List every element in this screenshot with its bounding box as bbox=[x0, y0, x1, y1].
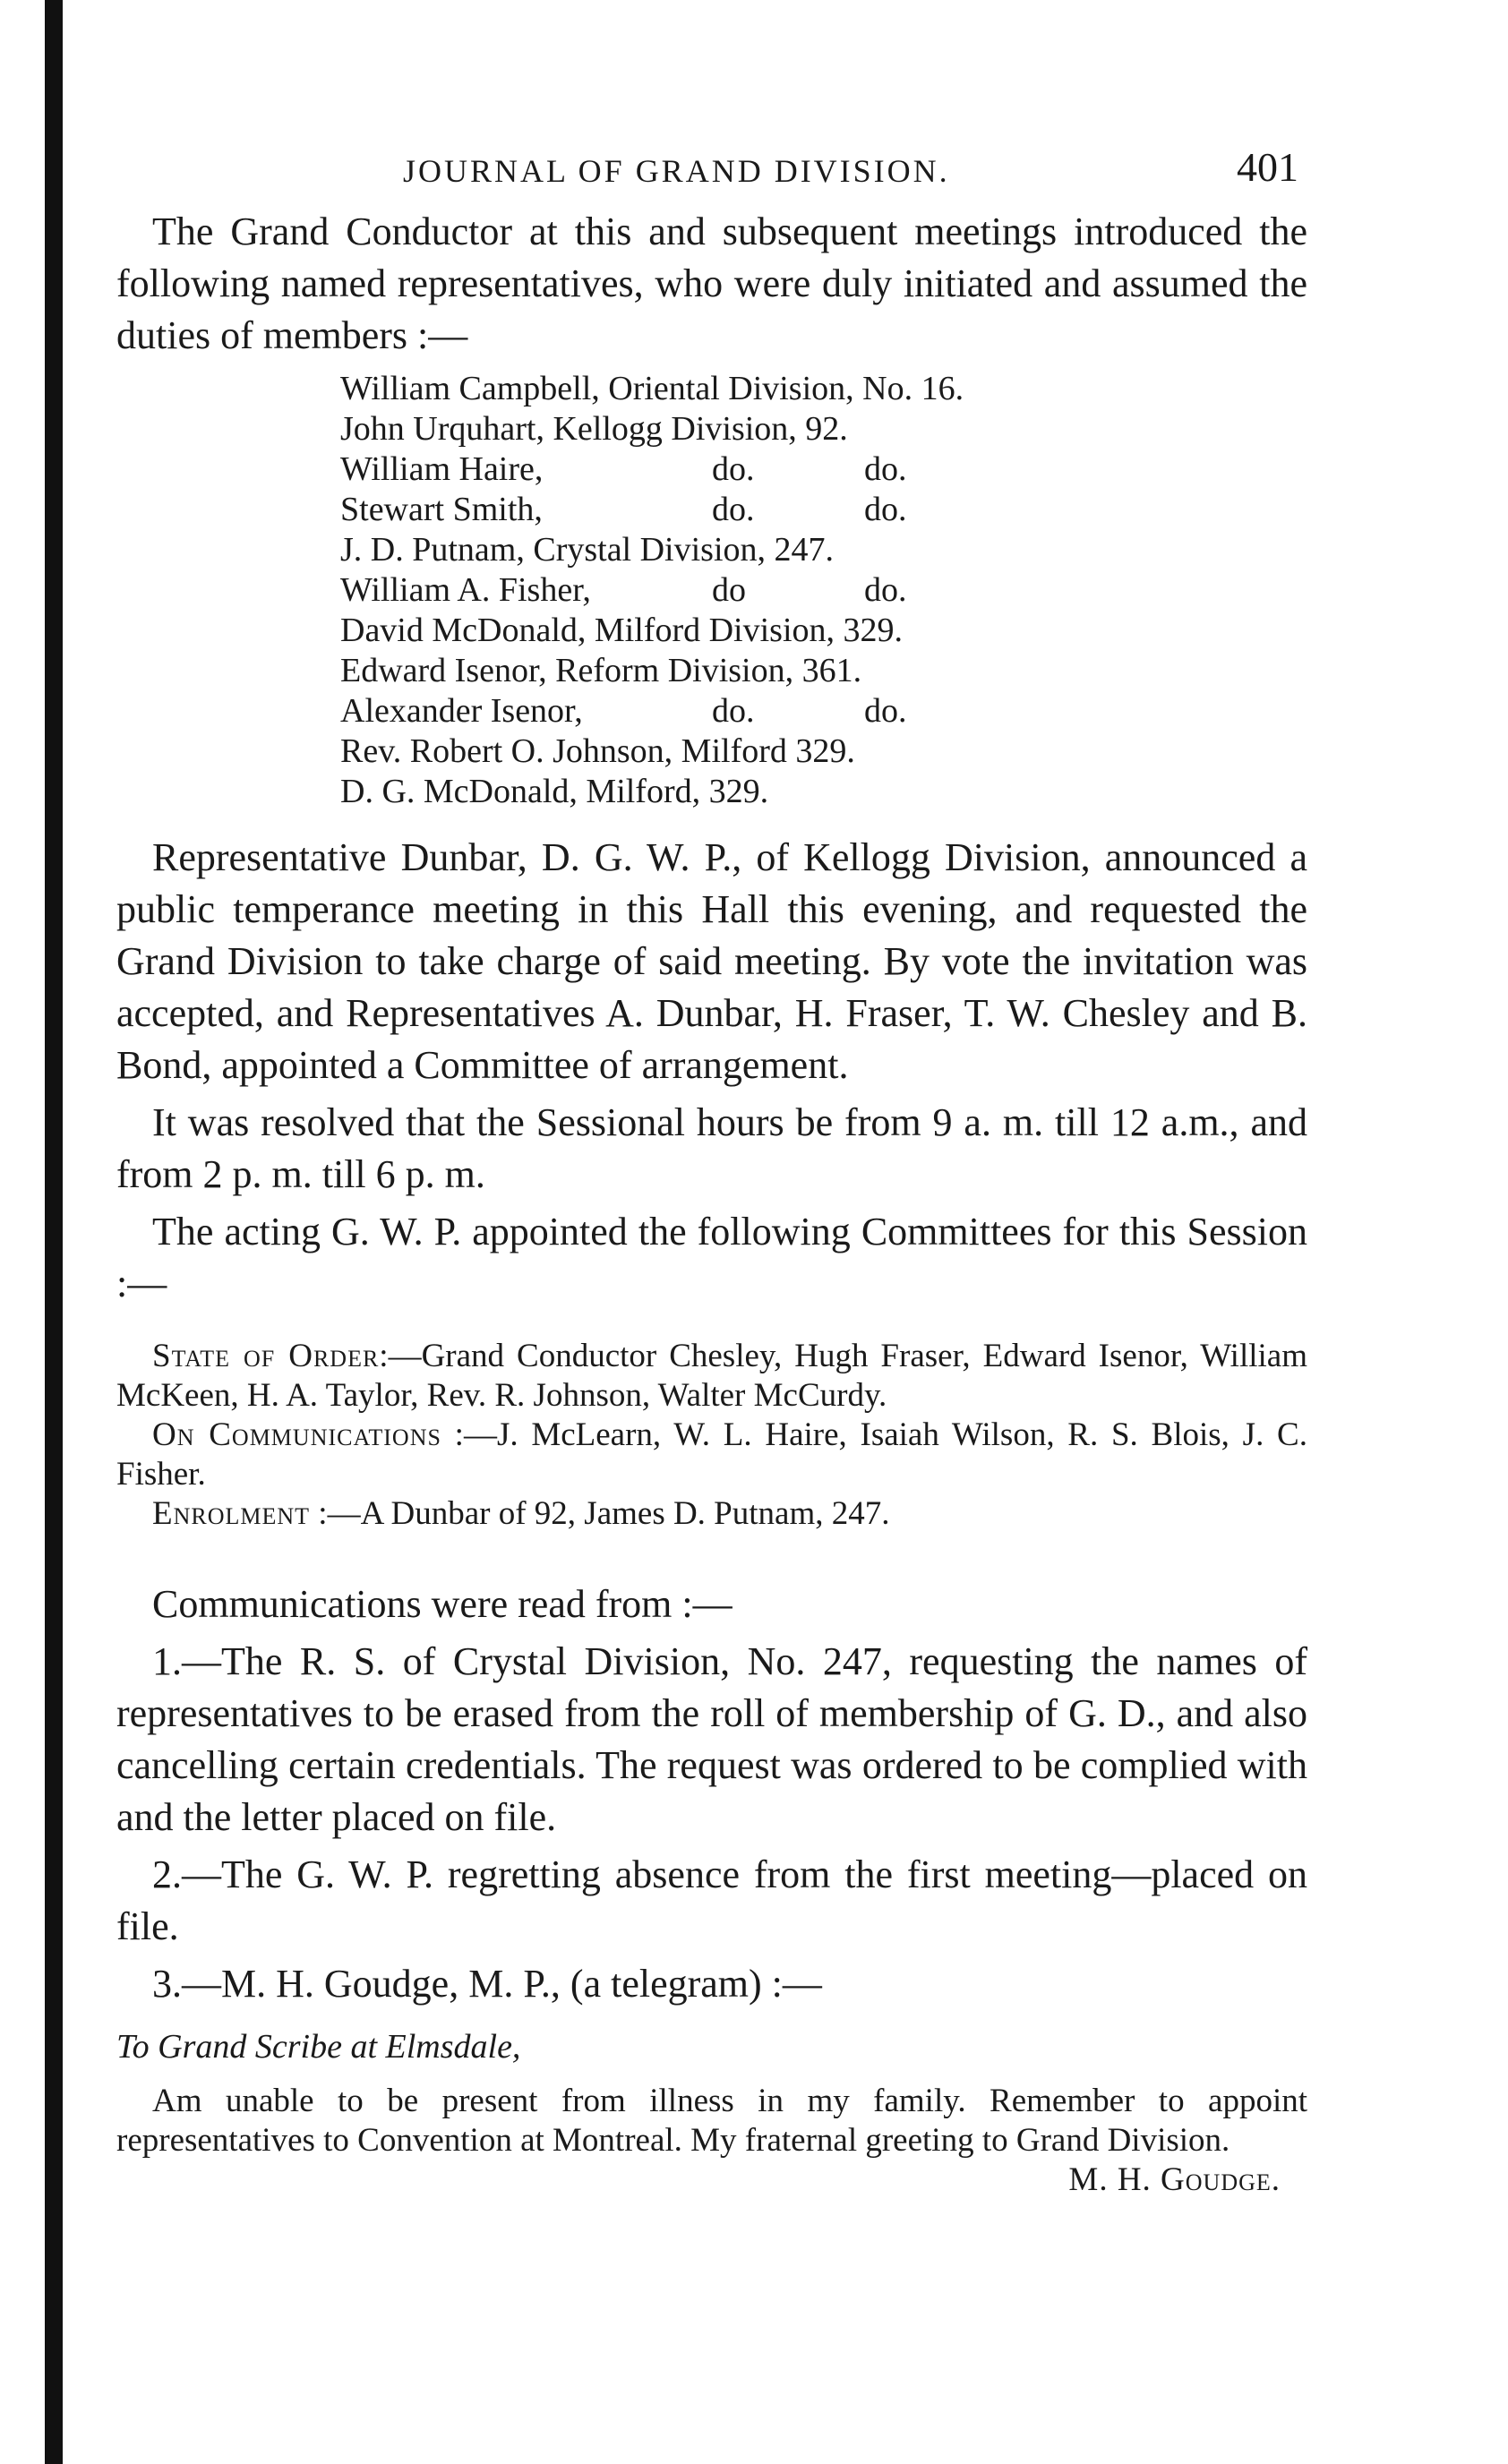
committee-members: :—J. McLearn, W. L. Haire, Isaiah Wilson, R. S. Blois, J. C. Fisher. bbox=[116, 1416, 1307, 1493]
representative-name: Edward Isenor, Reform Division, 361. bbox=[340, 652, 862, 689]
page-header bbox=[116, 134, 1307, 206]
ditto-mark: do. bbox=[712, 692, 755, 730]
representative-entry bbox=[340, 490, 1307, 530]
ditto-mark: do. bbox=[712, 450, 755, 488]
representative-entry bbox=[340, 651, 1307, 691]
communication-item: 2.—The G. W. P. regretting absence from the first meeting—placed on file. bbox=[116, 1852, 1307, 1948]
committee-label: Enrolment bbox=[152, 1495, 311, 1532]
committee-members: :—Grand Conductor Chesley, Hugh Fraser, Edward Isenor, William McKeen, H. A. Taylor, Rev. R. Johnson, Walter McCurdy. bbox=[116, 1338, 1307, 1414]
ditto-mark bbox=[712, 611, 864, 651]
telegram-signature-line bbox=[116, 2160, 1307, 2200]
ditto-mark: do. bbox=[864, 571, 907, 609]
committees-list bbox=[116, 1337, 1307, 1534]
representative-entry bbox=[340, 691, 1307, 732]
ditto-mark: do bbox=[712, 571, 746, 609]
representative-name: Rev. Robert O. Johnson, Milford 329. bbox=[340, 732, 855, 770]
representative-name: David McDonald, Milford Division, 329. bbox=[340, 612, 904, 649]
committees-paragraph: The acting G. W. P. appointed the following Committees for this Session :— bbox=[116, 1210, 1307, 1305]
ditto-mark: do. bbox=[864, 450, 907, 488]
page-number: 401 bbox=[1237, 144, 1298, 190]
document-page bbox=[116, 134, 1307, 2200]
communication-item: 3.—M. H. Goudge, M. P., (a telegram) :— bbox=[152, 1962, 822, 2006]
running-title: JOURNAL OF GRAND DIVISION. bbox=[403, 153, 950, 189]
communications-intro: Communications were read from :— bbox=[152, 1582, 733, 1626]
ditto-mark bbox=[712, 772, 864, 812]
representatives-list bbox=[340, 369, 1307, 812]
ditto-mark bbox=[712, 530, 864, 570]
telegram-body: Am unable to be present from illness in my family. Remember to appoint representatives to Convention at Montreal. My fraternal greeting to Grand Division. bbox=[116, 2083, 1307, 2159]
committee-entry bbox=[116, 1494, 1307, 1534]
committee-entry bbox=[116, 1416, 1307, 1494]
representative-entry bbox=[340, 409, 1307, 449]
ditto-mark bbox=[712, 732, 864, 772]
ditto-mark bbox=[712, 409, 864, 449]
communication-item: 1.—The R. S. of Crystal Division, No. 247, requesting the names of representatives to be erased from the roll of membership of G. D., and also cancelling certain credentials. The request was ordered to be complied with and the letter placed on file. bbox=[116, 1639, 1307, 1839]
ditto-mark: do. bbox=[712, 491, 755, 528]
meeting-paragraph: Representative Dunbar, D. G. W. P., of Kellogg Division, announced a public temperance meeting in this Hall this evening, and requested the Grand Division to take charge of said meeting. By vote the invitation was accepted, and Representatives A. Dunbar, H. Fraser, T. W. Chesley and B. Bond, appointed a Committee of arrangement. bbox=[116, 835, 1307, 1087]
representative-name: Stewart Smith, bbox=[340, 491, 543, 528]
committee-entry bbox=[116, 1337, 1307, 1416]
binding-edge bbox=[45, 0, 63, 2464]
committee-members: :—A Dunbar of 92, James D. Putnam, 247. bbox=[310, 1495, 890, 1532]
representative-entry bbox=[340, 611, 1307, 651]
representative-entry bbox=[340, 732, 1307, 772]
representative-name: William Campbell, Oriental Division, No. 16. bbox=[340, 370, 964, 407]
representative-name: Alexander Isenor, bbox=[340, 692, 583, 730]
committee-label: State of Order bbox=[152, 1338, 380, 1374]
representative-entry bbox=[340, 530, 1307, 570]
ditto-mark bbox=[712, 651, 864, 691]
representative-entry bbox=[340, 449, 1307, 490]
representative-name: John Urquhart, Kellogg Division, 92. bbox=[340, 410, 848, 448]
committee-label: On Communications bbox=[152, 1416, 441, 1453]
intro-paragraph: The Grand Conductor at this and subsequent meetings introduced the following named representatives, who were duly initiated and assumed the duties of members :— bbox=[116, 210, 1307, 357]
representative-name: William A. Fisher, bbox=[340, 571, 591, 609]
representative-entry bbox=[340, 369, 1307, 409]
representative-entry bbox=[340, 772, 1307, 812]
telegram-address: To Grand Scribe at Elmsdale, bbox=[116, 2028, 521, 2066]
representative-name: D. G. McDonald, Milford, 329. bbox=[340, 773, 769, 810]
representative-name: J. D. Putnam, Crystal Division, 247. bbox=[340, 531, 835, 569]
ditto-mark: do. bbox=[864, 491, 907, 528]
telegram-signature: M. H. Goudge. bbox=[1068, 2161, 1281, 2198]
representative-name: William Haire, bbox=[340, 450, 544, 488]
representative-entry bbox=[340, 570, 1307, 611]
hours-paragraph: It was resolved that the Sessional hours be from 9 a. m. till 12 a.m., and from 2 p. m. till 6 p. m. bbox=[116, 1100, 1307, 1196]
ditto-mark: do. bbox=[864, 692, 907, 730]
ditto-mark bbox=[712, 369, 864, 409]
